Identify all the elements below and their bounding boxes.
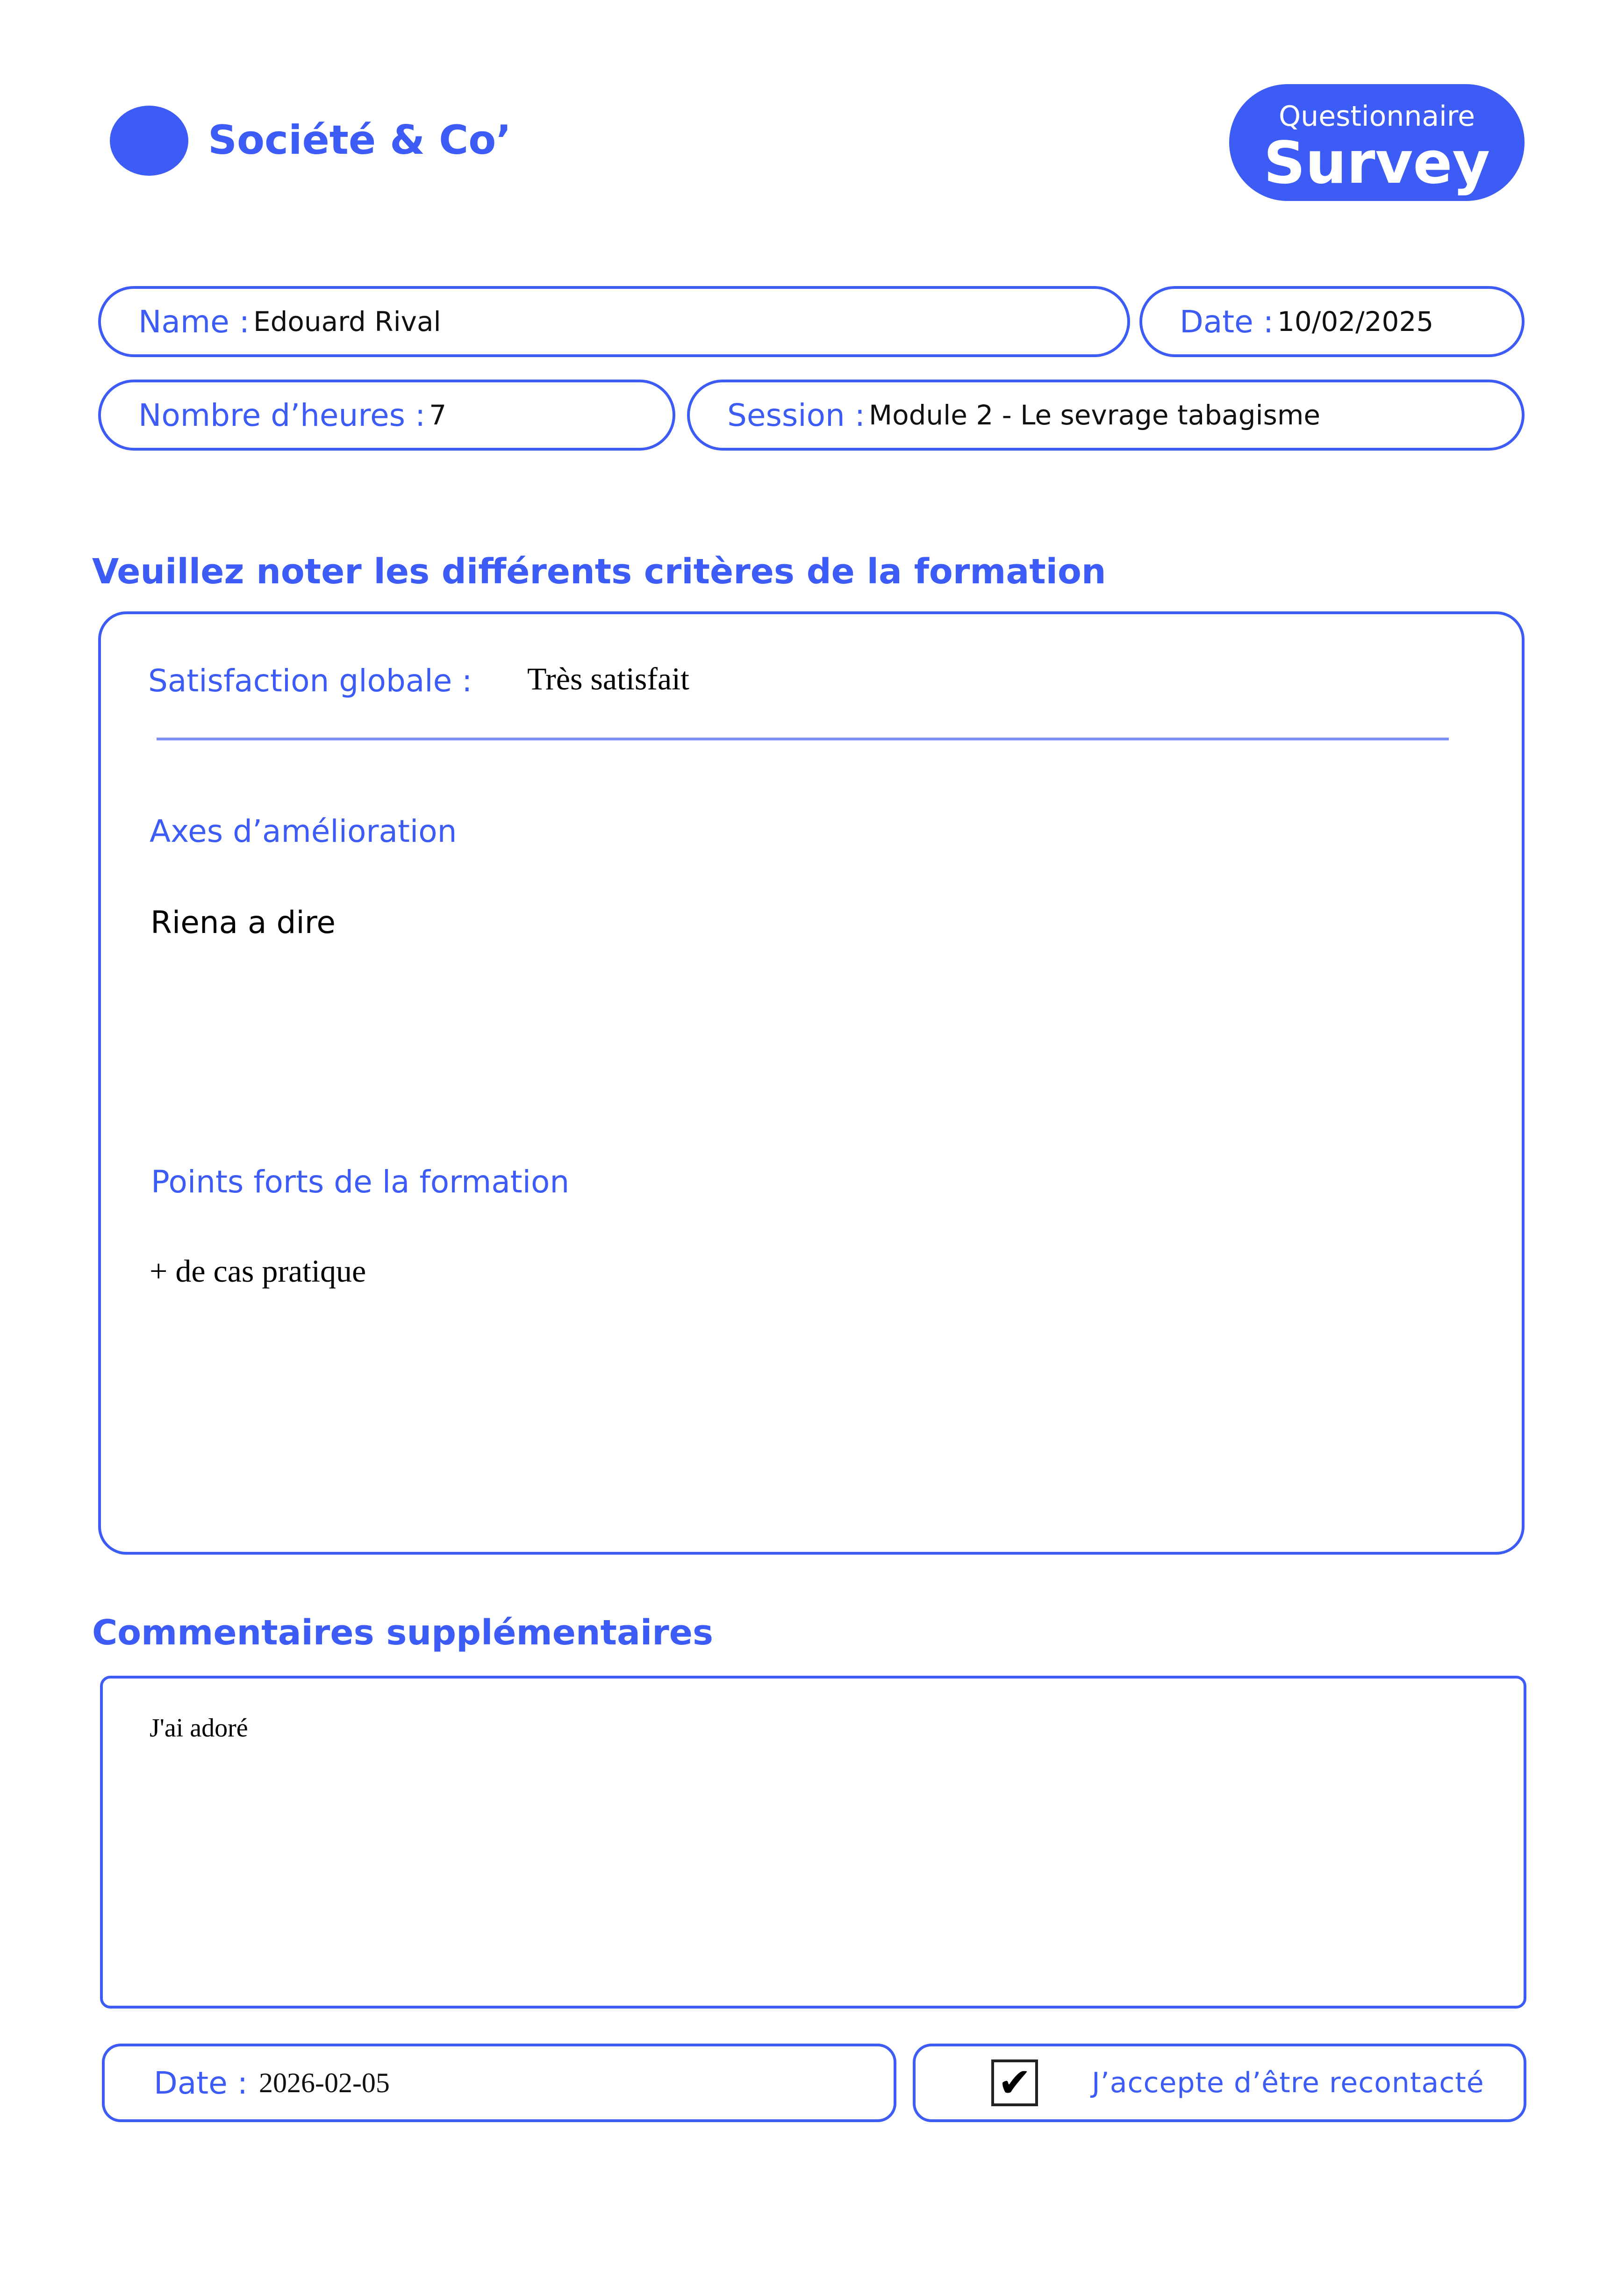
survey-badge bbox=[1229, 84, 1525, 201]
badge-subtitle: Questionnaire bbox=[1278, 100, 1475, 133]
satisfaction-value[interactable]: Très satisfait bbox=[527, 661, 689, 696]
session-value: Module 2 - Le sevrage tabagisme bbox=[869, 399, 1321, 431]
footer-date-field[interactable] bbox=[102, 2044, 896, 2122]
company-logo-icon bbox=[110, 106, 188, 176]
strengths-value[interactable]: + de cas pratique bbox=[150, 1253, 366, 1289]
consent-label: J’accepte d’être recontacté bbox=[1092, 2066, 1484, 2099]
hours-field[interactable] bbox=[98, 380, 675, 451]
date-value: 10/02/2025 bbox=[1277, 306, 1434, 337]
improvement-label: Axes d’amélioration bbox=[150, 813, 457, 849]
comments-section-title: Commentaires supplémentaires bbox=[92, 1613, 714, 1653]
name-field[interactable] bbox=[98, 286, 1130, 357]
improvement-value[interactable]: Riena a dire bbox=[150, 904, 336, 940]
company-name: Société & Co’ bbox=[208, 117, 511, 164]
date-field[interactable] bbox=[1139, 286, 1525, 357]
satisfaction-label: Satisfaction globale : bbox=[148, 663, 473, 699]
ratings-box bbox=[98, 611, 1525, 1555]
strengths-label: Points forts de la formation bbox=[151, 1164, 570, 1200]
name-value: Edouard Rival bbox=[253, 306, 441, 337]
session-field[interactable] bbox=[687, 380, 1525, 451]
consent-field[interactable] bbox=[913, 2044, 1526, 2122]
name-label: Name : bbox=[138, 303, 250, 340]
comments-box[interactable] bbox=[100, 1676, 1526, 2009]
date-label: Date : bbox=[1180, 303, 1274, 340]
footer-date-label: Date : bbox=[154, 2065, 248, 2101]
consent-checkbox[interactable] bbox=[991, 2059, 1038, 2106]
badge-title: Survey bbox=[1263, 129, 1490, 197]
ratings-section-title: Veuillez noter les différents critères de la formation bbox=[92, 552, 1106, 592]
session-label: Session : bbox=[727, 397, 866, 433]
check-icon: ✔ bbox=[997, 2059, 1032, 2106]
divider bbox=[157, 738, 1449, 740]
hours-label: Nombre d’heures : bbox=[138, 397, 426, 433]
hours-value: 7 bbox=[429, 399, 447, 431]
comments-value: J'ai adoré bbox=[150, 1714, 248, 1743]
footer-date-value: 2026-02-05 bbox=[258, 2067, 390, 2098]
